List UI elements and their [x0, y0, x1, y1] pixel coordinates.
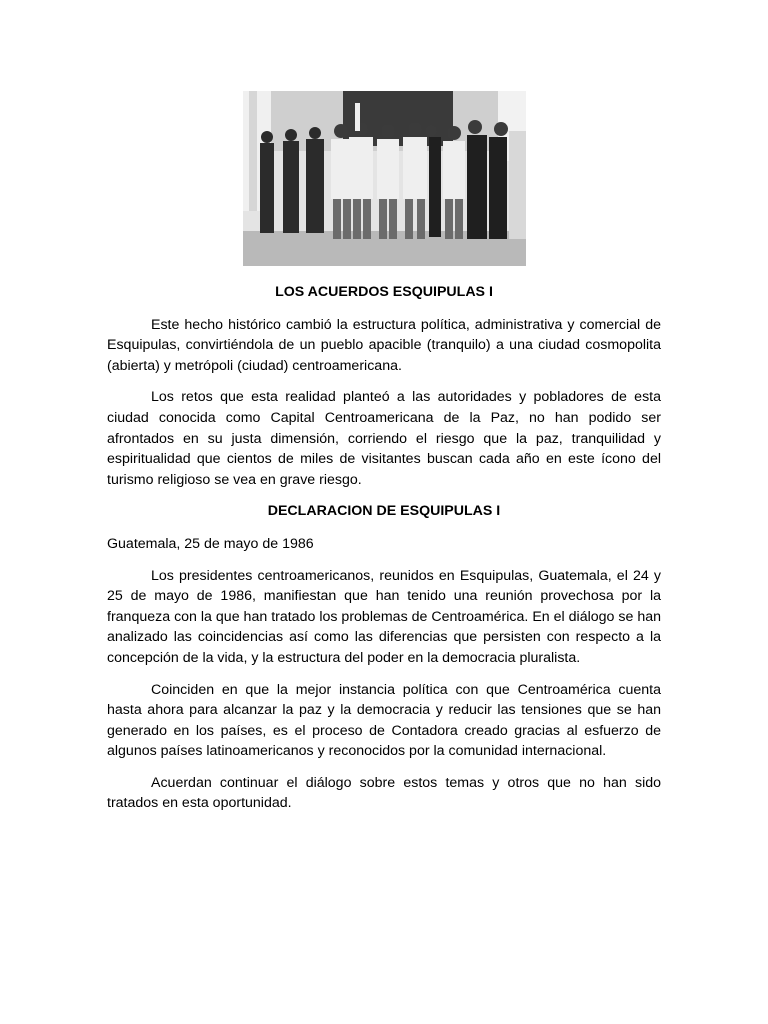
group-photo	[243, 91, 526, 266]
paragraph-2: Los retos que esta realidad planteó a las autoridades y pobladores de esta ciudad conocida como Capital Centroamericana de la Paz, no han podido ser afrontados en su justa dimensión, corriendo el riesgo que la paz, tranquilidad y espiritualidad que cientos de miles de visitantes buscan cada año en este ícono del turismo religioso se vea en grave riesgo.	[107, 389, 661, 488]
paragraph-1: Este hecho histórico cambió la estructura política, administrativa y comercial de Esquipulas, convirtiéndola de un pueblo apacible (tranquilo) a una ciudad cosmopolita (abierta) y metrópoli (ciudad) centroamericana.	[107, 316, 661, 374]
heading-acuerdos: LOS ACUERDOS ESQUIPULAS I	[275, 284, 493, 300]
paragraph-5: Acuerdan continuar el diálogo sobre estos temas y otros que no han sido tratados en esta oportunidad.	[107, 774, 661, 812]
heading-declaracion: DECLARACION DE ESQUIPULAS I	[267, 503, 501, 520]
group-photo-image	[243, 91, 526, 266]
paragraph-3: Los presidentes centroamericanos, reunidos en Esquipulas, Guatemala, el 24 y 25 de mayo de 1986, manifiestan que han tenido una reunión provechosa por la franqueza con la que han tratado los problemas de Centroamérica. En el diálogo se han analizado las coincidencias así como las diferencias que persisten con respecto a la concepción de la vida, y la estructura del poder en la democracia pluralista.	[107, 567, 661, 666]
document-body	[107, 282, 661, 825]
dateline: Guatemala, 25 de mayo de 1986	[107, 535, 314, 552]
paragraph-4: Coinciden en que la mejor instancia política con que Centroamérica cuenta hasta ahora para alcanzar la paz y la democracia y reducir las tensiones que se han generado en los países, es el proceso de Contadora creado gracias al esfuerzo de algunos países latinoamericanos y reconocidos por la comunidad internacional.	[107, 681, 661, 760]
